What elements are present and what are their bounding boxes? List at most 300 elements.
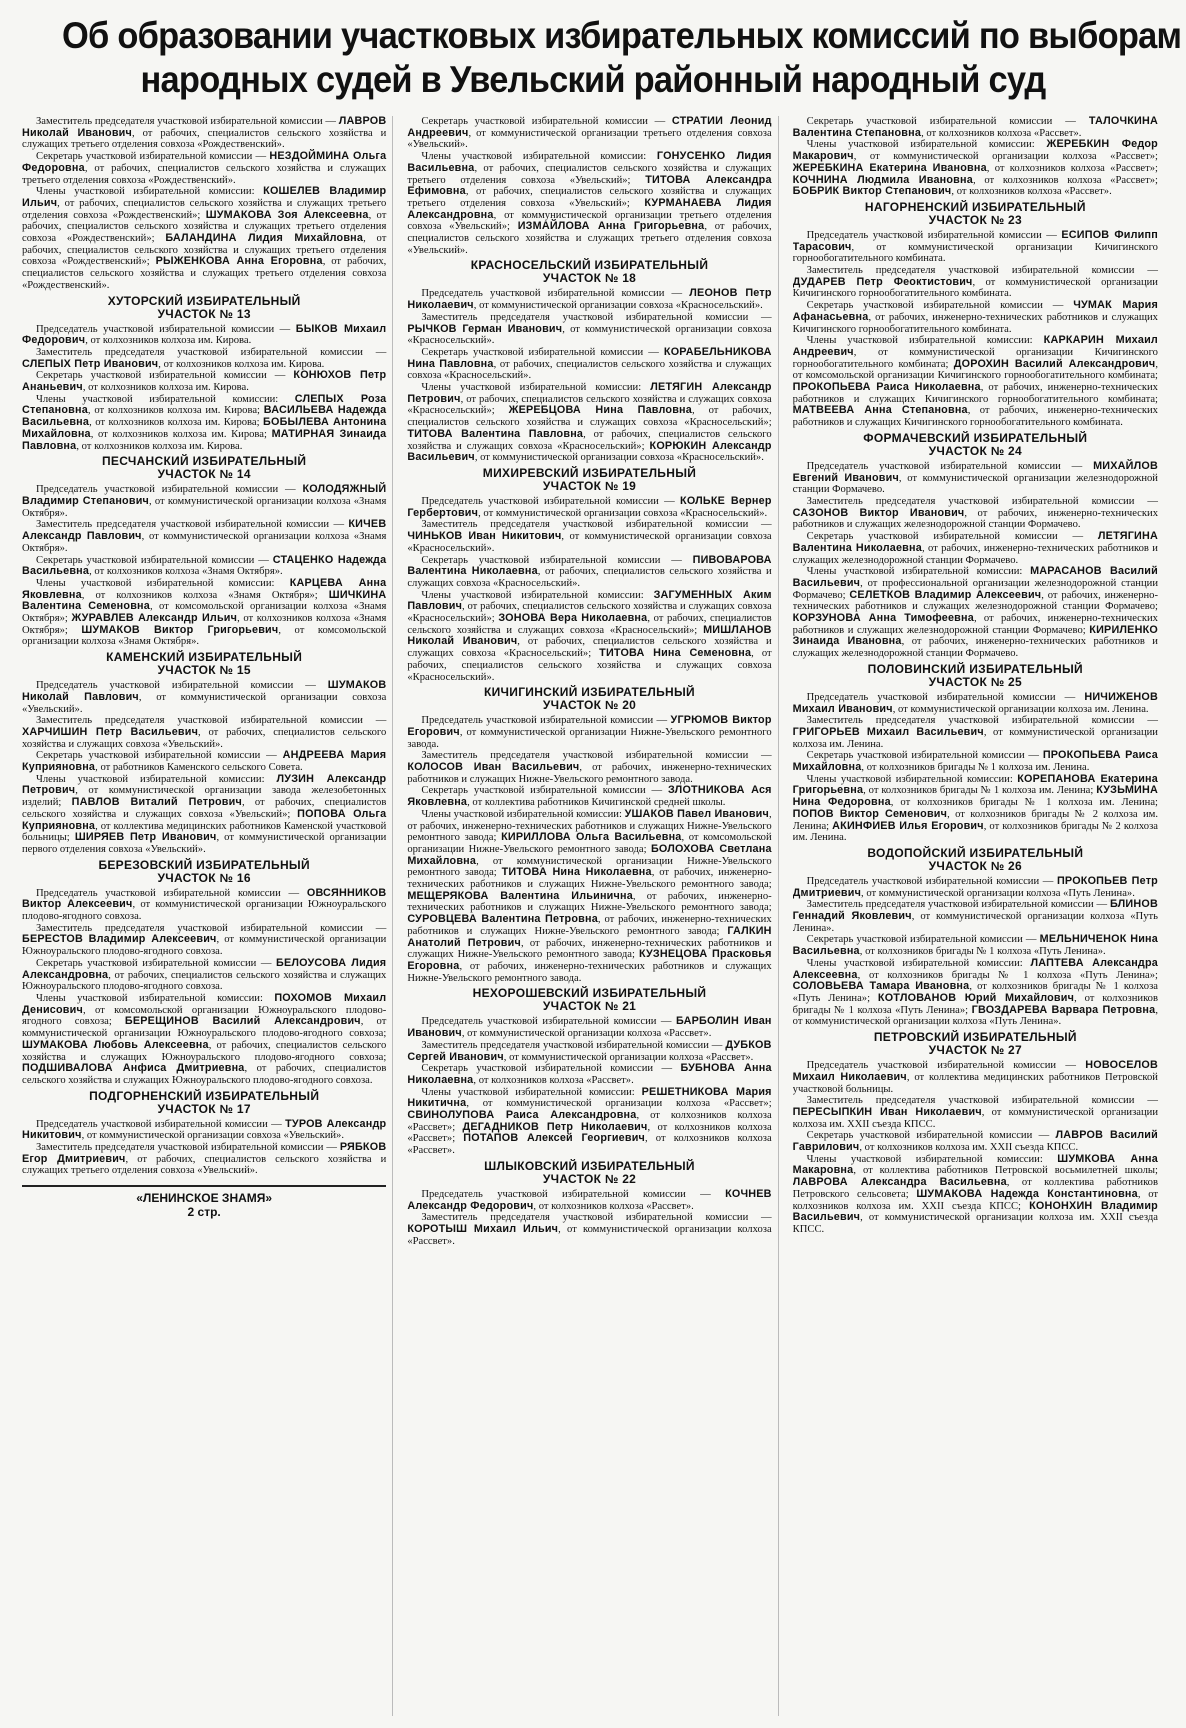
person-name: НЕЗДОЙМИНА Ольга Федоровна [22,150,387,174]
paragraph-text: , от колхозников колхоза «Рассвет». [533,1200,694,1212]
column-2 [407,116,778,1716]
section-heading-line: ПОЛОВИНСКИЙ ИЗБИРАТЕЛЬНЫЙ [867,661,1083,676]
person-name: ЖЕРЕБЦОВА Нина Павловна [508,404,692,417]
person-name: ПОПОВА Ольга Куприяновна [22,807,387,832]
headline-line-1: Об образовании участковых избирательных комиссий по выборам [61,15,1182,56]
paragraph-text: , от рабочих, специалистов сельского хозяйства и служащих совхоза «Красносельский». [407,648,772,683]
paragraph-text: , от колхозников бригады № 2 колхоза им. Ленина. [792,820,1158,844]
person-name: СТАЦЕНКО Надежда Васильевна [22,553,387,578]
paragraph [793,335,1158,429]
paragraph-text: , от колхозников колхоза им. XXII съезда КПСС. [859,1142,1079,1154]
paragraph-text: , от комсомольской организации Кичигинского горнообогатительного комбината; [792,358,1158,382]
section-heading-line: УЧАСТОК № 19 [542,478,637,493]
paragraph-text: Члены участковой избирательной комиссии: [36,577,290,589]
section-heading-line: КАМЕНСКИЙ ИЗБИРАТЕЛЬНЫЙ [106,650,303,665]
paragraph-text: Члены участковой избирательной комиссии: [421,808,625,820]
paragraph [793,692,1158,715]
person-name: РЫЖЕНКОВА Анна Егоровна [155,255,323,268]
paragraph-text: Заместитель председателя участковой избирательной комиссии — [36,116,339,127]
person-name: ЛАВРОВ Николай Иванович [22,116,387,139]
person-name: КОЧНЕВ Александр Федорович [407,1187,772,1212]
paragraph-text: , от рабочих, инженерно-технических работников и служащих железнодорожной станции Формачево. [792,542,1158,566]
person-name: СЕЛЕТКОВ Владимир Алексеевич [849,588,1042,601]
person-name: КОРАБЕЛЬНИКОВА Нина Павловна [407,345,772,370]
paragraph [22,680,386,715]
section-heading-line: НАГОРНЕНСКИЙ ИЗБИРАТЕЛЬНЫЙ [864,199,1086,214]
section-heading-line: УЧАСТОК № 21 [542,999,637,1014]
columns [22,116,1164,1716]
paragraph-text: , от рабочих, инженерно-технических работников и служащих Кичигинского горнообогатительного комбината. [792,311,1158,335]
person-name: ДОРОХИН Василий Александрович [953,357,1156,370]
paragraph [22,993,386,1087]
person-name: КОТЛОВАНОВ Юрий Михайлович [877,992,1075,1004]
paragraph-text: Председатель участковой избирательной комиссии — [36,887,307,899]
section-heading [793,663,1158,689]
paragraph-text: , от колхозников колхоза «Рассвет»; [986,162,1158,174]
paragraph-text: , от коммунистической организации колхоза «Путь Ленина». [792,1004,1158,1028]
paragraph [793,899,1158,934]
paragraph-text: , от коммунистической организации совхоза «Красносельский». [473,300,763,312]
paragraph-text: Заместитель председателя участковой избирательной комиссии — [806,265,1158,277]
paragraph-text: , от колхозников колхоза им. Кирова; [87,405,264,417]
section-heading [793,847,1158,873]
section-heading-line: УЧАСТОК № 18 [542,271,637,286]
paragraph-text: Члены участковой избирательной комиссии: [421,382,651,394]
paragraph-text: Члены участковой избирательной комиссии: [421,589,654,601]
paragraph-text: , от коммунистической организации совхоза «Красносельский». [407,531,772,554]
paragraph-text: Председатель участковой избирательной комиссии — [36,1118,286,1130]
paragraph-text: , от колхозников колхоза «Рассвет». [473,1074,634,1086]
paragraph [22,186,386,291]
column-1 [22,116,393,1716]
person-name: ЗАГУМЕННЫХ Аким Павлович [407,588,772,613]
section-heading-line: КРАСНОСЕЛЬСКИЙ ИЗБИРАТЕЛЬНЫЙ [470,258,709,273]
paragraph [22,1119,386,1142]
person-name: ГРИГОРЬЕВ Михаил Васильевич [792,725,984,738]
page-footer [22,1185,386,1219]
person-name: КИРИЛЛОВА Ольга Васильевна [501,831,682,844]
paragraph-text: , от рабочих, специалистов сельского хозяйства и служащих третьего отделения совхоза «Рождественский». [22,127,387,151]
person-name: СЛЕПЫХ Петр Иванович [22,357,159,370]
paragraph [407,1063,771,1086]
person-name: ПИВОВАРОВА Валентина Николаевна [407,553,772,578]
paragraph-text: , от коммунистической организации колхоза «Знамя Октября». [22,531,387,554]
paragraph-text: , от коммунистической организации колхоза им. XXII съезда КПСС. [792,1106,1158,1130]
paragraph [793,461,1158,496]
person-name: БАЛАНДИНА Лидия Михайловна [165,232,364,245]
paragraph-text: , от рабочих, специалистов сельского хозяйства и служащих Южноуральского плодово-ягодного совхоза. [22,969,387,993]
paragraph-text: , от коммунистической организации Кичигинского горнообогатительного комбината. [792,241,1158,265]
person-name: СВИНОЛУПОВА Раиса Александровна [407,1109,637,1122]
section-heading-line: УЧАСТОК № 20 [542,698,637,713]
person-name: ХАРЧИШИН Петр Васильевич [22,725,199,738]
person-name: ПОТАПОВ Алексей Георгиевич [463,1132,646,1145]
person-name: БАРБОЛИН Иван Иванович [407,1015,772,1040]
paragraph-text: , от коммунистической организации первого отделения совхоза «Увельский». [22,832,387,855]
person-name: ЛАПТЕВА Александра Алексеевна [792,956,1158,981]
paragraph [22,750,386,773]
paragraph-text: Секретарь участковой избирательной комиссии — [806,116,1089,127]
paragraph [407,347,771,382]
paragraph [22,116,386,151]
paragraph [22,555,386,578]
person-name: ПРОКОПЬЕВ Петр Дмитриевич [792,874,1158,899]
paragraph-text: Члены участковой избирательной комиссии: [806,1153,1058,1165]
person-name: ЛЕТЯГИН Александр Петрович [407,381,772,405]
paragraph-text: Заместитель председателя участковой избирательной комиссии — [806,899,1110,911]
person-name: ШУМАКОВА Зоя Алексеевна [205,208,369,221]
paragraph-text: , от коллектива работников Кичигинской средней школы. [467,797,726,809]
paragraph [407,809,771,985]
person-name: КОНЮХОВ Петр Ананьевич [22,369,387,394]
paragraph-text: , от рабочих, инженерно-технических работников и служащих железнодорожной станции Формачево. [792,507,1158,531]
paragraph-text: , от колхозников колхоза «Знамя Октября»; [81,589,329,601]
paragraph [793,1154,1158,1236]
paragraph-text: , от колхозников колхоза им. Кирова. [85,335,252,347]
paragraph [407,1040,771,1063]
paragraph-text: , от коммунистической организации Южноуральского плодово-ягодного совхоза. [22,899,387,923]
headline-line-2: народных судей в Увельский районный народный суд [140,59,1046,100]
paragraph [793,1060,1158,1095]
person-name: ГВОЗДАРЕВА Варвара Петровна [971,1003,1156,1016]
paragraph-text: , от рабочих, специалистов сельского хозяйства и служащих третьего отделения совхоза «Рождественский»; [22,197,387,221]
paragraph-text: Заместитель председателя участковой избирательной комиссии — [421,519,772,531]
paragraph-text: Члены участковой избирательной комиссии: [36,186,264,198]
paragraph-text: Заместитель председателя участковой избирательной комиссии — [806,495,1158,507]
paragraph-text: , от коллектива медицинских работников Каменской участковой больницы; [22,820,387,844]
paragraph-text: Заместитель председателя участковой избирательной комиссии — [806,1095,1158,1107]
paragraph-text: , от колхозников бригады № 1 колхоза им. Ленина; [890,797,1158,809]
section-heading [407,987,771,1013]
person-name: МИШЛАНОВ Николай Иванович [407,623,772,648]
paragraph-text: , от колхозников бригады № 1 колхоза им. Ленина. [861,762,1090,774]
paragraph [407,1087,771,1157]
paragraph-text: , от колхозников колхоза им. Кирова; [90,428,272,440]
paragraph-text: , от коммунистической организации совхоза «Красносельский». [407,323,772,347]
person-name: ОВСЯННИКОВ Виктор Алексеевич [22,886,387,911]
person-name: РЫЧКОВ Герман Иванович [407,322,563,335]
paragraph-text: , от рабочих, специалистов сельского хозяйства и служащих совхоза «Красносельский»; [407,636,772,660]
paragraph [793,876,1158,899]
paragraph-text: , от рабочих, инженерно-технических работников и служащих Нижне-Увельского ремонтного завода; [407,890,772,914]
paragraph-text: , от комсомольской организации Южноуральского плодово-ягодного совхоза; [22,1004,387,1028]
section-heading [22,651,386,677]
paragraph-text: Председатель участковой избирательной комиссии — [806,875,1057,887]
person-name: ЛАВРОВА Александра Васильевна [792,1176,1007,1189]
paragraph-text: Заместитель председателя участковой избирательной комиссии — [36,1142,340,1154]
paragraph [22,774,386,856]
section-heading-line: ВОДОПОЙСКИЙ ИЗБИРАТЕЛЬНЫЙ [867,845,1084,860]
person-name: АКИНФИЕВ Илья Егорович [832,819,984,832]
paragraph-text: Секретарь участковой избирательной комиссии — [36,750,283,762]
section-heading-line: ФОРМАЧЕВСКИЙ ИЗБИРАТЕЛЬНЫЙ [863,430,1088,445]
paragraph [22,958,386,993]
paragraph [22,484,386,519]
person-name: БОЛОХОВА Светлана Михайловна [407,842,772,867]
paragraph-text: Секретарь участковой избирательной комиссии — [806,750,1043,762]
paragraph [22,370,386,393]
paragraph-text: , от рабочих, специалистов сельского хозяйства и служащих совхоза «Увельский». [22,726,387,750]
person-name: ТИТОВА Нина Николаевна [501,866,652,879]
paragraph [22,519,386,554]
paragraph-text: , от колхозников колхоза «Рассвет». [921,127,1082,139]
paragraph-text: , от рабочих, инженерно-технических работников и служащих железнодорожной станции Формачево. [792,636,1158,660]
paragraph-text: Секретарь участковой избирательной комиссии — [806,1130,1056,1142]
section-heading-line: УЧАСТОК № 14 [157,467,251,482]
paragraph-text: , от колхозников колхоза «Знамя Октября». [89,566,283,578]
person-name: КОРЕПАНОВА Екатерина Григорьевна [792,772,1158,797]
paragraph [407,496,771,519]
section-heading-line: УЧАСТОК № 15 [157,663,251,678]
person-name: ПРОКОПЬЕВА Раиса Николаевна [792,381,981,394]
section-heading-line: БЕРЕЗОВСКИЙ ИЗБИРАТЕЛЬНЫЙ [98,857,310,872]
paragraph-text: , от колхозников колхоза им. XXII съезда КПСС; [792,1188,1158,1212]
person-name: МАТИРНАЯ Зинаида Павловна [22,427,387,452]
paragraph-text: Секретарь участковой избирательной комиссии — [421,1063,681,1075]
person-name: КОЧНИНА Людмила Ивановна [792,173,973,186]
paragraph-text: Секретарь участковой избирательной комиссии — [421,116,672,127]
paragraph-text: , от колхозников колхоза «Знамя Октября»; [22,613,387,636]
column-3 [793,116,1164,1716]
paragraph-text: , от колхозников колхоза «Рассвет»; [407,1110,772,1133]
paragraph-text: , от работников Каменского сельского Совета. [95,762,303,774]
person-name: ШУМАКОВ Николай Павлович [22,679,387,703]
paragraph-text: , от рабочих, специалистов сельского хозяйства и служащих Южноуральского плодово-ягодного совхоза; [22,1039,387,1063]
paragraph [407,1212,771,1247]
person-name: НОВОСЕЛОВ Михаил Николаевич [792,1059,1158,1083]
person-name: ЗЛОТНИКОВА Ася Яковлевна [407,784,772,809]
person-name: КОЛЬКЕ Вернер Гербертович [407,494,772,519]
paragraph-text: , от колхозников колхоза «Рассвет»; [407,1121,772,1145]
person-name: ДУБКОВ Сергей Иванович [407,1038,772,1063]
paragraph-text: , от коммунистической организации совхоза «Красносельский». [478,507,768,519]
person-name: УШАКОВ Павел Иванович [624,807,769,820]
paragraph-text: , от коммунистической организации железнодорожной станции Формачево. [792,472,1158,496]
paragraph-text: , от коммунистической организации колхоза «Рассвет»; [853,151,1158,163]
person-name: ШУМКОВА Анна Макаровна [792,1152,1158,1177]
paragraph-text: , от рабочих, специалистов сельского хозяйства и служащих Южноуральского плодово-ягодного совхоза. [22,1063,387,1086]
page-number: 2 стр. [187,1205,221,1220]
paragraph-text: , от колхозников колхоза им. Кирова. [82,382,249,394]
section-heading [22,295,386,321]
section-heading [793,1031,1158,1057]
paragraph-text: Члены участковой избирательной комиссии: [421,151,657,163]
paragraph [407,382,771,464]
paragraph [793,566,1158,660]
person-name: БУБНОВА Анна Николаевна [407,1062,772,1086]
person-name: ПРОКОПЬЕВА Раиса Михайловна [792,749,1158,774]
paragraph [793,265,1158,300]
paragraph-text: Секретарь участковой избирательной комиссии — [421,346,664,358]
paragraph [407,116,771,151]
paragraph-text: , от коммунистической организации совхоза «Увельский». [81,1130,345,1142]
person-name: ТИТОВА Нина Семеновна [599,647,752,660]
person-name: КОРОТЫШ Михаил Ильич [407,1222,559,1235]
section-heading-line: УЧАСТОК № 25 [928,674,1022,689]
paragraph [793,139,1158,198]
paragraph [407,519,771,554]
paragraph-text: , от коллектива работников Петровской восьмилетней школы; [853,1165,1158,1177]
person-name: БЫКОВ Михаил Федорович [22,322,387,347]
person-name: СТРАТИЙ Леонид Андреевич [407,116,772,139]
paragraph-text: , от коммунистической организации завода железобетонных изделий; [22,785,387,809]
paragraph-text: , от рабочих, специалистов сельского хозяйства и служащих третьего отделения совхоза «Увельский»; [407,162,772,186]
paragraph [407,151,771,256]
person-name: ШУМАКОВ Виктор Григорьевич [81,623,279,636]
paragraph-text: Члены участковой избирательной комиссии: [421,1086,642,1098]
paragraph-text: , от коммунистической организации колхоза им. XXII съезда КПСС. [792,1212,1158,1235]
paragraph-text: , от колхозников бригады № 1 колхоза «Путь Ленина»; [857,969,1158,981]
section-heading-line: УЧАСТОК № 16 [157,870,251,885]
section-heading [407,686,771,712]
section-heading-line: УЧАСТОК № 13 [157,306,251,321]
paragraph [22,1142,386,1177]
person-name: БЕРЕЩИНОВ Василий Александрович [124,1015,361,1028]
person-name: КУЗЬМИНА Нина Федоровна [792,784,1158,809]
person-name: АНДРЕЕВА Мария Куприяновна [22,749,387,774]
person-name: РЕШЕТНИКОВА Мария Никитична [407,1085,772,1110]
section-heading [22,1090,386,1116]
section-heading [407,1160,771,1186]
paragraph [793,934,1158,957]
paragraph-text: , от рабочих, специалистов сельского хозяйства и служащих совхоза «Красносельский». [407,358,772,382]
section-heading [407,467,771,493]
person-name: МЕЛЬНИЧЕНОК Нина Васильевна [792,933,1158,958]
person-name: ВАСИЛЬЕВА Надежда Васильевна [22,404,387,429]
paragraph-text: , от коллектива медицинских работников Петровской участковой больницы. [792,1071,1158,1095]
paragraph-text: , от коммунистической организации колхоза им. Ленина. [792,726,1158,750]
person-name: ТАЛОЧКИНА Валентина Степановна [792,116,1158,139]
section-heading-line: ПОДГОРНЕНСКИЙ ИЗБИРАТЕЛЬНЫЙ [89,1088,320,1103]
person-name: ЛЕТЯГИНА Валентина Николаевна [792,530,1158,554]
paragraph-text: , от рабочих, инженерно-технических работников и служащих Нижне-Увельского ремонтного завода; [407,937,772,961]
person-name: ЛАВРОВ Василий Гаврилович [792,1129,1158,1154]
paragraph-text: , от коллектива работников Петровского сельсовета; [792,1177,1158,1200]
person-name: СЛЕПЫХ Роза Степановна [22,392,387,417]
paragraph-text: Заместитель председателя участковой избирательной комиссии — [421,750,772,762]
paragraph-text: Председатель участковой избирательной комиссии — [36,323,296,335]
person-name: КИРИЛЕНКО Зинаида Ивановна [792,623,1158,648]
paragraph-text: , от коммунистической организации совхоза «Увельский». [22,691,387,715]
paragraph [407,590,771,684]
person-name: ЛЕОНОВ Петр Николаевич [407,287,772,312]
paragraph-text: , от рабочих, специалистов сельского хозяйства и служащих совхоза «Красносельский»; [407,405,772,429]
person-name: КАРКАРИН Михаил Андреевич [792,334,1158,358]
person-name: ПЕРЕСЫПКИН Иван Николаевич [792,1105,982,1118]
person-name: КОШЕЛЕВ Владимир Ильич [22,185,387,209]
person-name: ИЗМАЙЛОВА Анна Григорьевна [517,220,705,233]
paragraph-text: Члены участковой избирательной комиссии: [36,773,277,785]
paragraph [407,750,771,785]
paragraph-text: Секретарь участковой избирательной комиссии — [806,934,1040,946]
newspaper-name: «ЛЕНИНСКОЕ ЗНАМЯ» [136,1191,273,1206]
person-name: ДУДАРЕВ Петр Феоктистович [792,275,973,288]
paragraph-text: , от коммунистической организации колхоза «Путь Ленина». [861,887,1135,899]
paragraph-text: Председатель участковой избирательной комиссии — [36,484,303,496]
section-heading-line: МИХИРЕВСКИЙ ИЗБИРАТЕЛЬНЫЙ [482,465,697,480]
paragraph [793,958,1158,1028]
paragraph-text: Заместитель председателя участковой избирательной комиссии — [36,346,387,358]
paragraph-text: Секретарь участковой избирательной комиссии — [806,531,1098,543]
paragraph [793,750,1158,773]
paragraph-text: Секретарь участковой избирательной комиссии — [36,554,273,566]
paragraph [407,1189,771,1212]
person-name: ЕСИПОВ Филипп Тарасович [792,228,1158,253]
paragraph-text: Секретарь участковой избирательной комиссии — [36,370,294,382]
section-heading [22,455,386,481]
paragraph-text: , от рабочих, специалистов сельского хозяйства и служащих третьего отделения совхоза «Увельский». [22,1153,387,1177]
paragraph-text: , от рабочих, инженерно-технических работников и служащих Нижне-Увельского ремонтного завода; [407,867,772,891]
paragraph-text: , от колхозников колхоза «Рассвет». [951,186,1112,198]
paragraph-text: , от рабочих, инженерно-технических работников и служащих Нижне-Увельского ремонтного завода; [407,808,772,844]
person-name: ДЕГАДНИКОВ Петр Николаевич [462,1120,648,1133]
person-name: СОЛОВЬЕВА Тамара Ивановна [792,980,970,993]
person-name: ГОНУСЕНКО Лидия Васильевна [407,150,772,174]
person-name: ЧУМАК Мария Афанасьевна [792,299,1158,323]
person-name: ШИЧКИНА Валентина Семеновна [22,588,387,613]
paragraph-text: , от рабочих, специалистов сельского хозяйства и служащих третьего отделения совхоза «Увельский». [407,221,772,256]
person-name: ЗОНОВА Вера Николаевна [498,612,648,625]
section-heading-line: УЧАСТОК № 27 [928,1043,1022,1058]
paragraph [22,923,386,958]
paragraph-text: , от рабочих, специалистов сельского хозяйства и служащих третьего отделения совхоза «Рождественский»; [22,209,387,245]
person-name: КИЧЕВ Александр Павлович [22,518,387,543]
section-heading [22,859,386,885]
person-name: ПОПОВ Виктор Семенович [792,807,948,820]
person-name: ТИТОВА Александра Ефимовна [407,173,772,198]
paragraph [22,715,386,750]
paragraph-text: Заместитель председателя участковой избирательной комиссии — [806,715,1158,727]
paragraph-text: Секретарь участковой избирательной комиссии — [806,300,1074,312]
section-heading [793,201,1158,227]
paragraph [793,1130,1158,1153]
paragraph-text: , от колхозников бригады № 1 колхоза «Путь Ленина»; [792,981,1158,1004]
section-heading [407,259,771,285]
paragraph-text: , от колхозников бригады № 1 колхоза «Путь Ленина». [859,946,1106,958]
paragraph-text: , от колхозников бригады № 2 колхоза им. Ленина; [792,808,1158,832]
person-name: РЯБКОВ Егор Дмитриевич [22,1141,387,1165]
paragraph-text: Заместитель председателя участковой избирательной комиссии — [421,1212,772,1224]
section-heading-line: УЧАСТОК № 24 [928,443,1022,458]
paragraph [407,288,771,311]
paragraph-text: Члены участковой избирательной комиссии: [36,393,295,405]
person-name: ЖЕРЕБКИН Федор Макарович [792,138,1158,163]
paragraph-text: , от колхозников колхоза «Рассвет»; [972,174,1158,186]
person-name: ЛУЗИН Александр Петрович [22,772,387,797]
paragraph [793,496,1158,531]
paragraph-text: Председатель участковой избирательной комиссии — [36,680,328,692]
paragraph-text: Члены участковой избирательной комиссии: [806,335,1044,347]
person-name: СУРОВЦЕВА Валентина Петровна [407,913,598,926]
person-name: ПОХОМОВ Михаил Денисович [22,992,387,1016]
person-name: ЧИНЬКОВ Иван Никитович [407,530,562,543]
paragraph-text: , от коммунистической организации Южноуральского плодово-ягодного совхоза; [22,1016,387,1040]
paragraph-text: Секретарь участковой избирательной комиссии — [36,151,270,163]
paragraph-text: , от рабочих, инженерно-технических работников и служащих Нижне-Увельского ремонтного завода. [407,961,772,984]
paragraph-text: , от комсомольской организации колхоза «Знамя Октября»; [22,601,387,625]
paragraph-text: , от рабочих, специалистов сельского хозяйства и служащих совхоза «Увельский»; [22,797,387,820]
section-heading-line: УЧАСТОК № 26 [928,858,1022,873]
paragraph-text: , от коммунистической организации Нижне-Увельского ремонтного завода; [407,855,772,879]
person-name: САЗОНОВ Виктор Иванович [792,506,965,519]
section-heading [793,432,1158,458]
paragraph-text: , от колхозников колхоза им. Кирова. [158,358,325,370]
person-name: КОРЮКИН Александр Васильевич [407,439,772,464]
person-name: ШУМАКОВА Любовь Алексеевна [22,1038,209,1051]
paragraph-text: Председатель участковой избирательной комиссии — [421,1016,677,1028]
section-heading-line: ХУТОРСКИЙ ИЗБИРАТЕЛЬНЫЙ [107,293,301,308]
paragraph-text: Секретарь участковой избирательной комиссии — [421,785,668,797]
